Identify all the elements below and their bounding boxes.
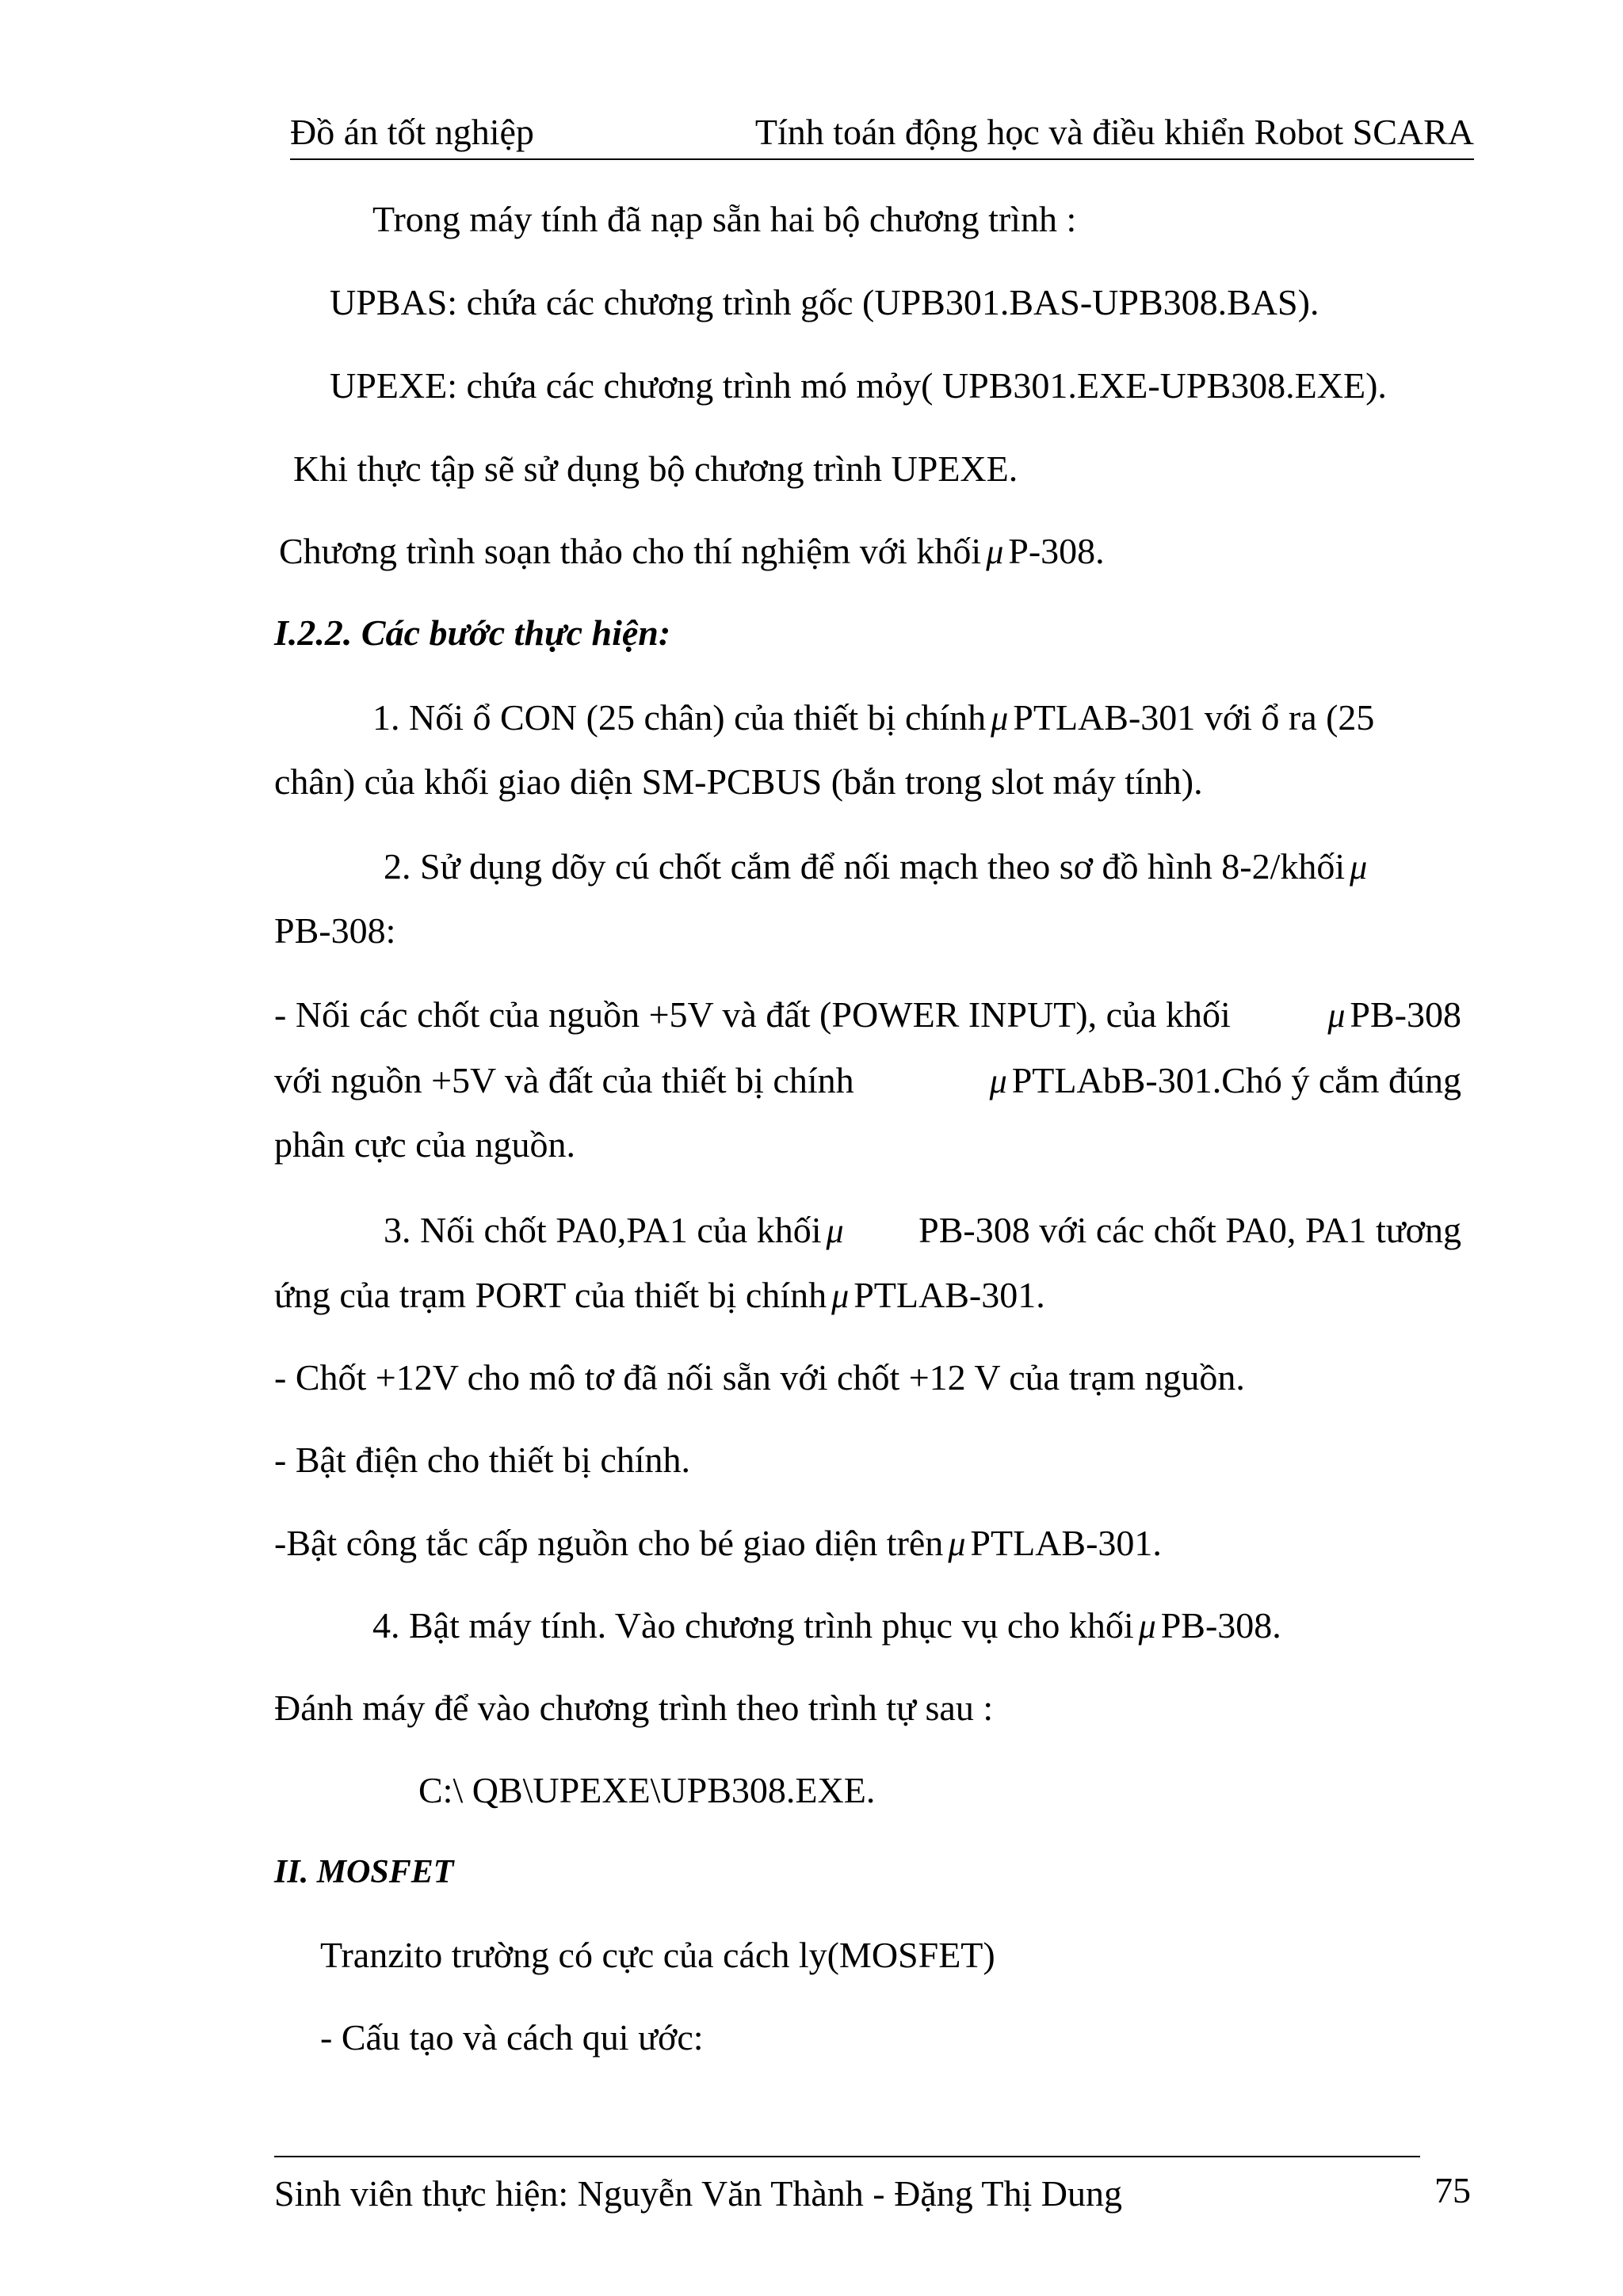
header-thesis-label: Đồ án tốt nghiệp <box>290 112 534 152</box>
mu-symbol: μ <box>986 532 1004 571</box>
program-path: C:\ QB\UPEXE\UPB308.EXE. <box>418 1770 876 1810</box>
mu-symbol: μ <box>1138 1607 1156 1646</box>
step-1-line-2: chân) của khối giao diện SM-PCBUS (bắn trong slot máy tính). <box>274 761 1203 802</box>
body-line-programs-intro: Trong máy tính đã nạp sẵn hai bộ chương trình : <box>372 199 1077 239</box>
mu-symbol: μ <box>948 1524 966 1563</box>
mosfet-description: Tranzito trường có cực của cách ly(MOSFET) <box>320 1935 995 1975</box>
body-line-practice: Khi thực tập sẽ sử dụng bộ chương trình UPEXE. <box>293 448 1018 489</box>
mu-symbol: μ <box>1350 848 1368 887</box>
step-3-line-1: 3. Nối chốt PA0,PA1 của khối μ PB-308 với các chốt PA0, PA1 tương <box>384 1210 1461 1250</box>
typing-instruction: Đánh máy để vào chương trình theo trình tự sau : <box>274 1688 994 1728</box>
section-heading-steps: I.2.2. Các bước thực hiện: <box>274 612 671 653</box>
step-1-line-1: 1. Nối ổ CON (25 chân) của thiết bị chính μ PTLAB-301 với ổ ra (25 <box>372 697 1375 738</box>
step-4-line: 4. Bật máy tính. Vào chương trình phục vụ cho khối μ PB-308. <box>372 1605 1281 1646</box>
power-line-1: - Nối các chốt của nguồn +5V và đất (POWER INPUT), của khối μ PB-308 <box>274 994 1461 1035</box>
footer-authors: Sinh viên thực hiện: Nguyễn Văn Thành - Đặng Thị Dung <box>274 2173 1123 2214</box>
bullet-power-on: - Bật điện cho thiết bị chính. <box>274 1440 691 1480</box>
step-3-line-2: ứng của trạm PORT của thiết bị chính μ PTLAB-301. <box>274 1275 1045 1315</box>
mu-symbol: μ <box>991 699 1009 738</box>
mu-symbol: μ <box>831 1276 850 1315</box>
mu-symbol: μ <box>989 1062 1007 1100</box>
section-heading-mosfet: II. MOSFET <box>274 1854 454 1890</box>
mu-symbol: μ <box>826 1211 844 1250</box>
body-line-upexe: UPEXE: chứa các chương trình mó mỏy( UPB301.EXE-UPB308.EXE). <box>330 365 1387 406</box>
body-line-upbas: UPBAS: chứa các chương trình gốc (UPB301.BAS-UPB308.BAS). <box>330 282 1319 322</box>
page-number: 75 <box>1434 2170 1471 2210</box>
bullet-12v: - Chốt +12V cho mô tơ đã nối sẵn với chốt +12 V của trạm nguồn. <box>274 1357 1245 1398</box>
footer-rule <box>274 2156 1420 2157</box>
mu-symbol: μ <box>1327 996 1346 1035</box>
power-line-2: với nguồn +5V và đất của thiết bị chính μ PTLAbB-301.Chó ý cắm đúng <box>274 1060 1461 1100</box>
body-line-editor: Chương trình soạn thảo cho thí nghiệm với khối μ P-308. <box>279 531 1105 571</box>
header-thesis-title: Tính toán động học và điều khiển Robot SCARA <box>754 112 1474 152</box>
page-header <box>290 106 1474 160</box>
mosfet-structure-item: - Cấu tạo và cách qui ước: <box>320 2017 704 2058</box>
bullet-switch: -Bật công tắc cấp nguồn cho bé giao diện trên μ PTLAB-301. <box>274 1523 1162 1563</box>
power-line-3: phân cực của nguồn. <box>274 1124 576 1165</box>
step-2-line-1: 2. Sử dụng dõy cú chốt cắm để nối mạch theo sơ đồ hình 8-2/khối μ <box>384 846 1368 887</box>
step-2-line-2: PB-308: <box>274 910 396 951</box>
